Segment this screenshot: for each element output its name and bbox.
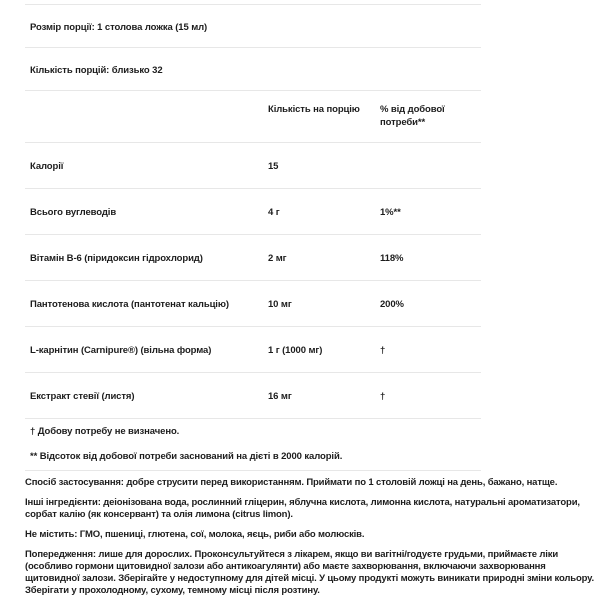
nutrient-name: L-карнітин (Carnipure®) (вільна форма) — [30, 345, 212, 356]
nutrient-daily-value: 200% — [380, 299, 404, 310]
nutrient-amount: 16 мг — [268, 391, 292, 402]
nutrient-amount: 15 — [268, 161, 279, 172]
table-row-total-carbohydrate — [25, 189, 481, 235]
daily-value-column-header: % від добової потреби** — [380, 104, 445, 128]
supplement-facts-panel — [25, 4, 481, 471]
table-row-pantothenic-acid — [25, 281, 481, 327]
nutrient-daily-value — [380, 160, 481, 173]
supplement-facts-page — [0, 4, 600, 597]
table-row-stevia-extract — [25, 373, 481, 419]
table-row-l-carnitine — [25, 327, 481, 373]
nutrient-name: Екстракт стевії (листя) — [30, 391, 135, 402]
warnings-paragraph: Попередження: лише для дорослих. Проконсультуйтеся з лікарем, якщо ви вагітні/годуєте грудьми, приймаєте ліки (особливо гормони щитовидної залози або антикоагулянти) або маєте захворювання, включаючи захворювання щитовидної залози. Зберігайте у недоступному для дітей місці. У цьому продукті можуть виникати природні зміни кольору. Зберігати у прохолодному, сухому, темному місці після розтину. — [25, 549, 594, 596]
nutrient-daily-value: 1%** — [380, 207, 401, 218]
nutrient-name: Калорії — [30, 161, 64, 172]
table-header-row — [25, 91, 481, 143]
serving-size-text: Розмір порції: 1 столова ложка (15 мл) — [30, 22, 208, 33]
footnote-percent-daily-value-basis: ** Відсоток від добової потреби заснований на дієті в 2000 калорій. — [30, 451, 343, 462]
directions-paragraph: Спосіб застосування: добре струсити перед використанням. Приймати по 1 столовій ложці на день, бажано, натще. — [25, 477, 558, 488]
header-spacer — [30, 103, 268, 129]
nutrient-name: Всього вуглеводів — [30, 207, 117, 218]
nutrient-amount: 1 г (1000 мг) — [268, 345, 323, 356]
serving-size-row — [25, 5, 481, 48]
nutrient-name: Пантотенова кислота (пантотенат кальцію) — [30, 299, 229, 310]
amount-column-header: Кількість на порцію — [268, 104, 360, 115]
table-row-calories — [25, 143, 481, 189]
nutrient-amount: 2 мг — [268, 253, 287, 264]
supplement-notes-section — [25, 471, 597, 597]
table-row-vitamin-b6 — [25, 235, 481, 281]
nutrient-daily-value: † — [380, 345, 386, 356]
other-ingredients-paragraph: Інші інгредієнти: деіонізована вода, рослинний гліцерин, яблучна кислота, лимонна кислота, натуральні ароматизатори, сорбат калію (як консервант) та олія лимона (citrus limon). — [25, 497, 580, 520]
nutrient-name: Вітамін B-6 (піридоксин гідрохлорид) — [30, 253, 203, 264]
contains-no-paragraph: Не містить: ГМО, пшениці, глютена, сої, молока, яєць, риби або молюсків. — [25, 529, 365, 540]
nutrient-daily-value: 118% — [380, 253, 404, 264]
nutrient-daily-value: † — [380, 391, 386, 402]
nutrient-amount: 4 г — [268, 207, 280, 218]
servings-count-text: Кількість порцій: близько 32 — [30, 65, 163, 76]
nutrient-amount: 10 мг — [268, 299, 292, 310]
footnote-daily-value-not-established: † Добову потребу не визначено. — [30, 426, 180, 437]
footnotes-section — [25, 419, 481, 471]
servings-count-row — [25, 48, 481, 91]
